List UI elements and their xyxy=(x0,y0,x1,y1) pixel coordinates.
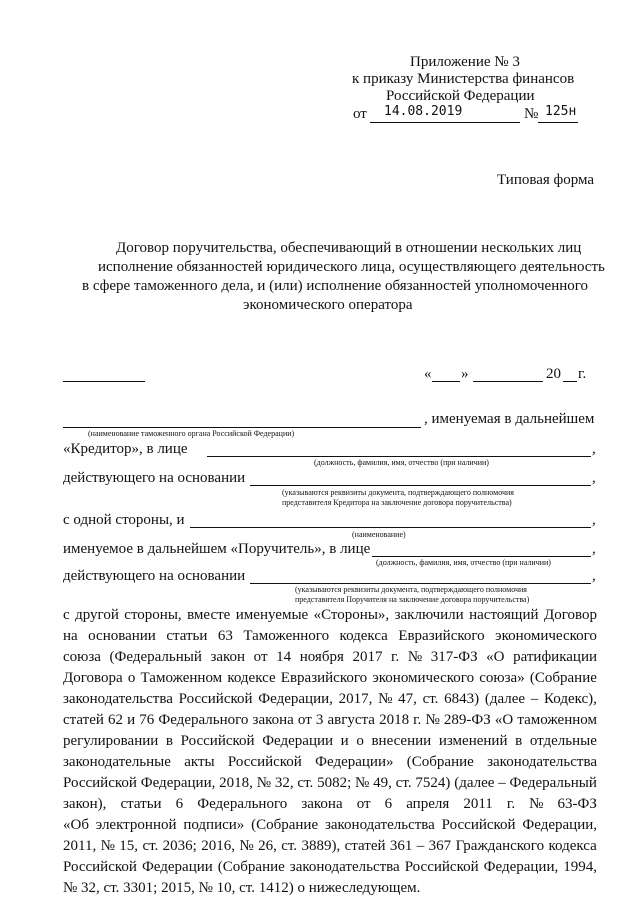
body-word: Федерального xyxy=(197,796,288,812)
body-word: 2011 xyxy=(463,796,493,812)
body-word: кодекса xyxy=(339,628,388,644)
body-word: ст. xyxy=(142,838,159,854)
body-word: и xyxy=(340,733,349,749)
year-blank xyxy=(563,381,577,382)
body-word: Договор xyxy=(543,607,597,623)
day-blank xyxy=(432,381,460,382)
body-word: – xyxy=(530,691,539,707)
body-word: Федерации xyxy=(262,733,334,749)
body-word: настоящий xyxy=(469,607,539,623)
body-word: от xyxy=(253,649,268,665)
body-word: 32, xyxy=(274,775,294,791)
body-word: (Собрание xyxy=(406,754,474,770)
body-word: 289-ФЗ xyxy=(443,712,491,728)
body-word: Евразийского xyxy=(398,628,485,644)
body-word: ноября xyxy=(299,649,344,665)
body-word: 1994, xyxy=(563,859,597,875)
body-word: Российской xyxy=(63,775,137,791)
body-word: статей xyxy=(63,712,104,728)
number-underline xyxy=(538,122,578,123)
body-word: г. xyxy=(391,649,400,665)
body-word: Федерации xyxy=(141,859,213,875)
body-line xyxy=(63,878,597,899)
body-word: 6843) xyxy=(444,691,480,707)
body-word: Российской xyxy=(441,817,516,833)
title-line-4: экономического оператора xyxy=(243,297,413,313)
body-word: вместе xyxy=(187,607,231,623)
body-word: статей xyxy=(344,838,386,854)
body-word: (Федеральный xyxy=(109,649,202,665)
body-word: 3889), xyxy=(301,838,341,854)
appendix-label: Приложение № 3 xyxy=(410,54,520,70)
body-word: 2017 xyxy=(352,649,383,665)
body-word: закона xyxy=(301,796,343,812)
body-word: акты xyxy=(184,754,215,770)
date-underline xyxy=(370,122,520,123)
body-word: закон), xyxy=(63,796,107,812)
body-word: 49, xyxy=(373,775,392,791)
body-word: изменений xyxy=(438,733,508,749)
body-word: законодательные xyxy=(63,754,171,770)
body-word: № xyxy=(100,838,115,854)
body-word: таможенном xyxy=(517,712,597,728)
body-word: (Собрание xyxy=(217,859,285,875)
surety-doc-hint-2: представителя Поручителя на заключение договора поручительства) xyxy=(295,595,530,604)
body-word: 63 xyxy=(217,628,233,644)
creditor-doc-hint-1: (указываются реквизиты документа, подтверждающего полномочия xyxy=(282,488,514,497)
comma-1: , xyxy=(592,441,596,457)
order-date: 14.08.2019 xyxy=(384,104,463,119)
title-line-3: в сфере таможенного дела, и (или) исполнение обязанностей уполномоченного xyxy=(82,278,589,294)
body-word: 2018, xyxy=(219,775,253,791)
body-word: 62 xyxy=(108,712,124,728)
body-word: Кодекс), xyxy=(544,691,597,707)
body-word: закон xyxy=(210,649,246,665)
comma-2: , xyxy=(592,470,596,486)
body-word: «О xyxy=(486,649,505,665)
body-line xyxy=(63,731,597,752)
title-line-2: исполнение обязанностей юридического лица, осуществляющего деятельность xyxy=(98,259,605,275)
body-word: Федерации, xyxy=(522,817,597,833)
body-word: кодексе xyxy=(227,670,276,686)
body-word: – xyxy=(416,838,425,854)
body-word: 15, xyxy=(119,838,139,854)
body-word: № xyxy=(355,775,370,791)
body-word: № xyxy=(529,796,544,812)
order-number: 125н xyxy=(545,104,577,119)
body-word: № xyxy=(256,775,272,791)
body-line xyxy=(63,773,597,794)
body-word: Российской xyxy=(63,859,137,875)
body-word: именуемые xyxy=(235,607,309,623)
body-word: в xyxy=(515,733,523,749)
country-label: Российской Федерации xyxy=(386,88,535,104)
body-word: от xyxy=(356,796,371,812)
body-word: (далее xyxy=(454,775,495,791)
body-word: № xyxy=(239,838,254,854)
creditor-person-hint: (должность, фамилия, имя, отчество (при наличии) xyxy=(314,458,489,467)
body-word: 2011, xyxy=(63,838,97,854)
body-word: 6 xyxy=(384,796,393,812)
body-word: Евразийского xyxy=(280,670,368,686)
body-word: 6 xyxy=(175,796,184,812)
body-word: № xyxy=(425,712,440,728)
body-word: Таможенного xyxy=(243,628,330,644)
body-word: (Собрание xyxy=(251,817,319,833)
surety-doc-hint-1: (указываются реквизиты документа, подтверждающего полномочия xyxy=(295,585,527,594)
one-side-label: с одной стороны, и xyxy=(63,512,185,528)
month-blank xyxy=(473,381,543,382)
body-line xyxy=(63,836,597,857)
body-word: Федерации, xyxy=(258,691,333,707)
body-word: от xyxy=(297,712,312,728)
body-line xyxy=(63,626,597,647)
year-suffix: г. xyxy=(578,366,587,382)
body-word: № 32, ст. 3301; 2015, № 10, ст. 1412) о нижеследующем. xyxy=(63,880,421,896)
body-line xyxy=(63,647,597,668)
body-word: Таможенном xyxy=(140,670,223,686)
body-word: кодекса xyxy=(548,838,597,854)
body-paragraph xyxy=(63,605,597,899)
year-prefix: 20 xyxy=(546,366,561,382)
body-word: Российской xyxy=(180,733,255,749)
body-line xyxy=(63,605,597,626)
body-word: о xyxy=(127,670,136,686)
body-word: (далее xyxy=(484,691,526,707)
body-word: регулировании xyxy=(63,733,159,749)
surety-basis-blank xyxy=(250,583,591,584)
creditor-acting-basis: действующего на основании xyxy=(63,470,246,486)
body-word: в xyxy=(165,733,174,749)
body-word: подписи» xyxy=(183,817,245,833)
body-word: 317-ФЗ xyxy=(430,649,478,665)
body-word: стороны, xyxy=(124,607,182,623)
body-word: отдельные xyxy=(529,733,597,749)
creditor-in-person: «Кредитор», в лице xyxy=(63,441,188,457)
body-word: «Стороны», xyxy=(313,607,390,623)
body-word: 361 xyxy=(389,838,413,854)
body-word: 5082; xyxy=(317,775,352,791)
close-quote: » xyxy=(461,366,469,382)
creditor-person-blank xyxy=(207,456,591,457)
body-word: Федерации, xyxy=(140,775,216,791)
body-word: ратификации xyxy=(513,649,597,665)
body-word: законодательства xyxy=(289,859,400,875)
body-word: 367 xyxy=(428,838,452,854)
body-word: августа xyxy=(327,712,375,728)
body-word: «О xyxy=(494,712,514,728)
body-word: статьи xyxy=(120,796,162,812)
creditor-basis-blank xyxy=(250,485,591,486)
body-word: экономического xyxy=(372,670,475,686)
body-line xyxy=(63,857,597,878)
body-word: Гражданского xyxy=(455,838,545,854)
body-word: о xyxy=(356,733,364,749)
body-word: г. xyxy=(413,712,422,728)
body-word: заключили xyxy=(394,607,464,623)
body-word: с xyxy=(63,607,70,623)
body-word: № xyxy=(407,649,423,665)
named-hereinafter: , именуемая в дальнейшем xyxy=(424,411,595,427)
comma-5: , xyxy=(592,568,596,584)
surety-person-hint: (должность, фамилия, имя, отчество (при наличии) xyxy=(376,558,551,567)
body-word: 76 xyxy=(139,712,155,728)
order-label: к приказу Министерства финансов xyxy=(352,71,575,87)
body-word: 47, xyxy=(398,691,417,707)
body-word: 7524) xyxy=(415,775,451,791)
body-word: Российской xyxy=(404,859,479,875)
body-word: ст. xyxy=(297,775,314,791)
body-word: «Об xyxy=(63,817,89,833)
body-word: Федерального xyxy=(158,712,249,728)
body-word: г. xyxy=(506,796,516,812)
body-word: Федерации, xyxy=(483,859,559,875)
body-word: другой xyxy=(75,607,119,623)
body-word: союза xyxy=(63,649,101,665)
body-word: Российской xyxy=(227,754,302,770)
body-word: законодательства xyxy=(324,817,435,833)
surety-name-blank xyxy=(190,527,591,528)
body-word: ст. xyxy=(422,691,439,707)
body-word: 63-ФЗ xyxy=(557,796,597,812)
body-word: союза» xyxy=(479,670,525,686)
number-label: № xyxy=(524,106,539,122)
body-word: на xyxy=(63,628,78,644)
body-word: экономического xyxy=(495,628,597,644)
body-word: 14 xyxy=(276,649,292,665)
body-word: электронной xyxy=(95,817,177,833)
name-hint: (наименование) xyxy=(352,530,406,539)
title-line-1: Договор поручительства, обеспечивающий в отношении нескольких лиц xyxy=(116,240,582,256)
body-word: статьи xyxy=(166,628,208,644)
body-word: 2036; xyxy=(162,838,197,854)
surety-acting-basis: действующего на основании xyxy=(63,568,246,584)
body-word: (Собрание xyxy=(529,670,597,686)
body-word: Федеральный xyxy=(509,775,597,791)
body-line xyxy=(63,794,597,815)
body-word: основании xyxy=(88,628,156,644)
body-word: Договора xyxy=(63,670,123,686)
body-word: 2017, xyxy=(338,691,373,707)
body-word: законодательства xyxy=(63,691,173,707)
body-word: закона xyxy=(252,712,294,728)
body-line xyxy=(63,815,597,836)
body-word: ст. xyxy=(281,838,298,854)
surety-person-blank xyxy=(372,556,591,557)
customs-blank xyxy=(63,427,421,428)
body-line xyxy=(63,752,597,773)
comma-3: , xyxy=(592,512,596,528)
body-word: Федерации» xyxy=(315,754,394,770)
body-word: ст. xyxy=(395,775,412,791)
open-quote: « xyxy=(424,366,432,382)
customs-hint: (наименование таможенного органа Российской Федерации) xyxy=(88,429,295,438)
body-word: 2018 xyxy=(379,712,410,728)
body-word: и xyxy=(127,712,136,728)
body-word: апреля xyxy=(406,796,450,812)
body-word: законодательства xyxy=(487,754,597,770)
body-word: 26, xyxy=(258,838,277,854)
from-label: от xyxy=(353,106,367,122)
comma-4: , xyxy=(592,541,596,557)
body-word: Российской xyxy=(178,691,253,707)
body-line xyxy=(63,710,597,731)
surety-in-person: именуемое в дальнейшем «Поручитель», в лице xyxy=(63,541,371,557)
body-word: № xyxy=(378,691,393,707)
body-line xyxy=(63,689,597,710)
place-blank xyxy=(63,381,145,382)
body-word: – xyxy=(498,775,506,791)
body-word: 2016, xyxy=(201,838,235,854)
form-type: Типовая форма xyxy=(497,172,595,188)
body-word: 3 xyxy=(315,712,324,728)
body-word: внесении xyxy=(371,733,432,749)
body-line xyxy=(63,668,597,689)
creditor-doc-hint-2: представителя Кредитора на заключение договора поручительства) xyxy=(282,498,512,507)
